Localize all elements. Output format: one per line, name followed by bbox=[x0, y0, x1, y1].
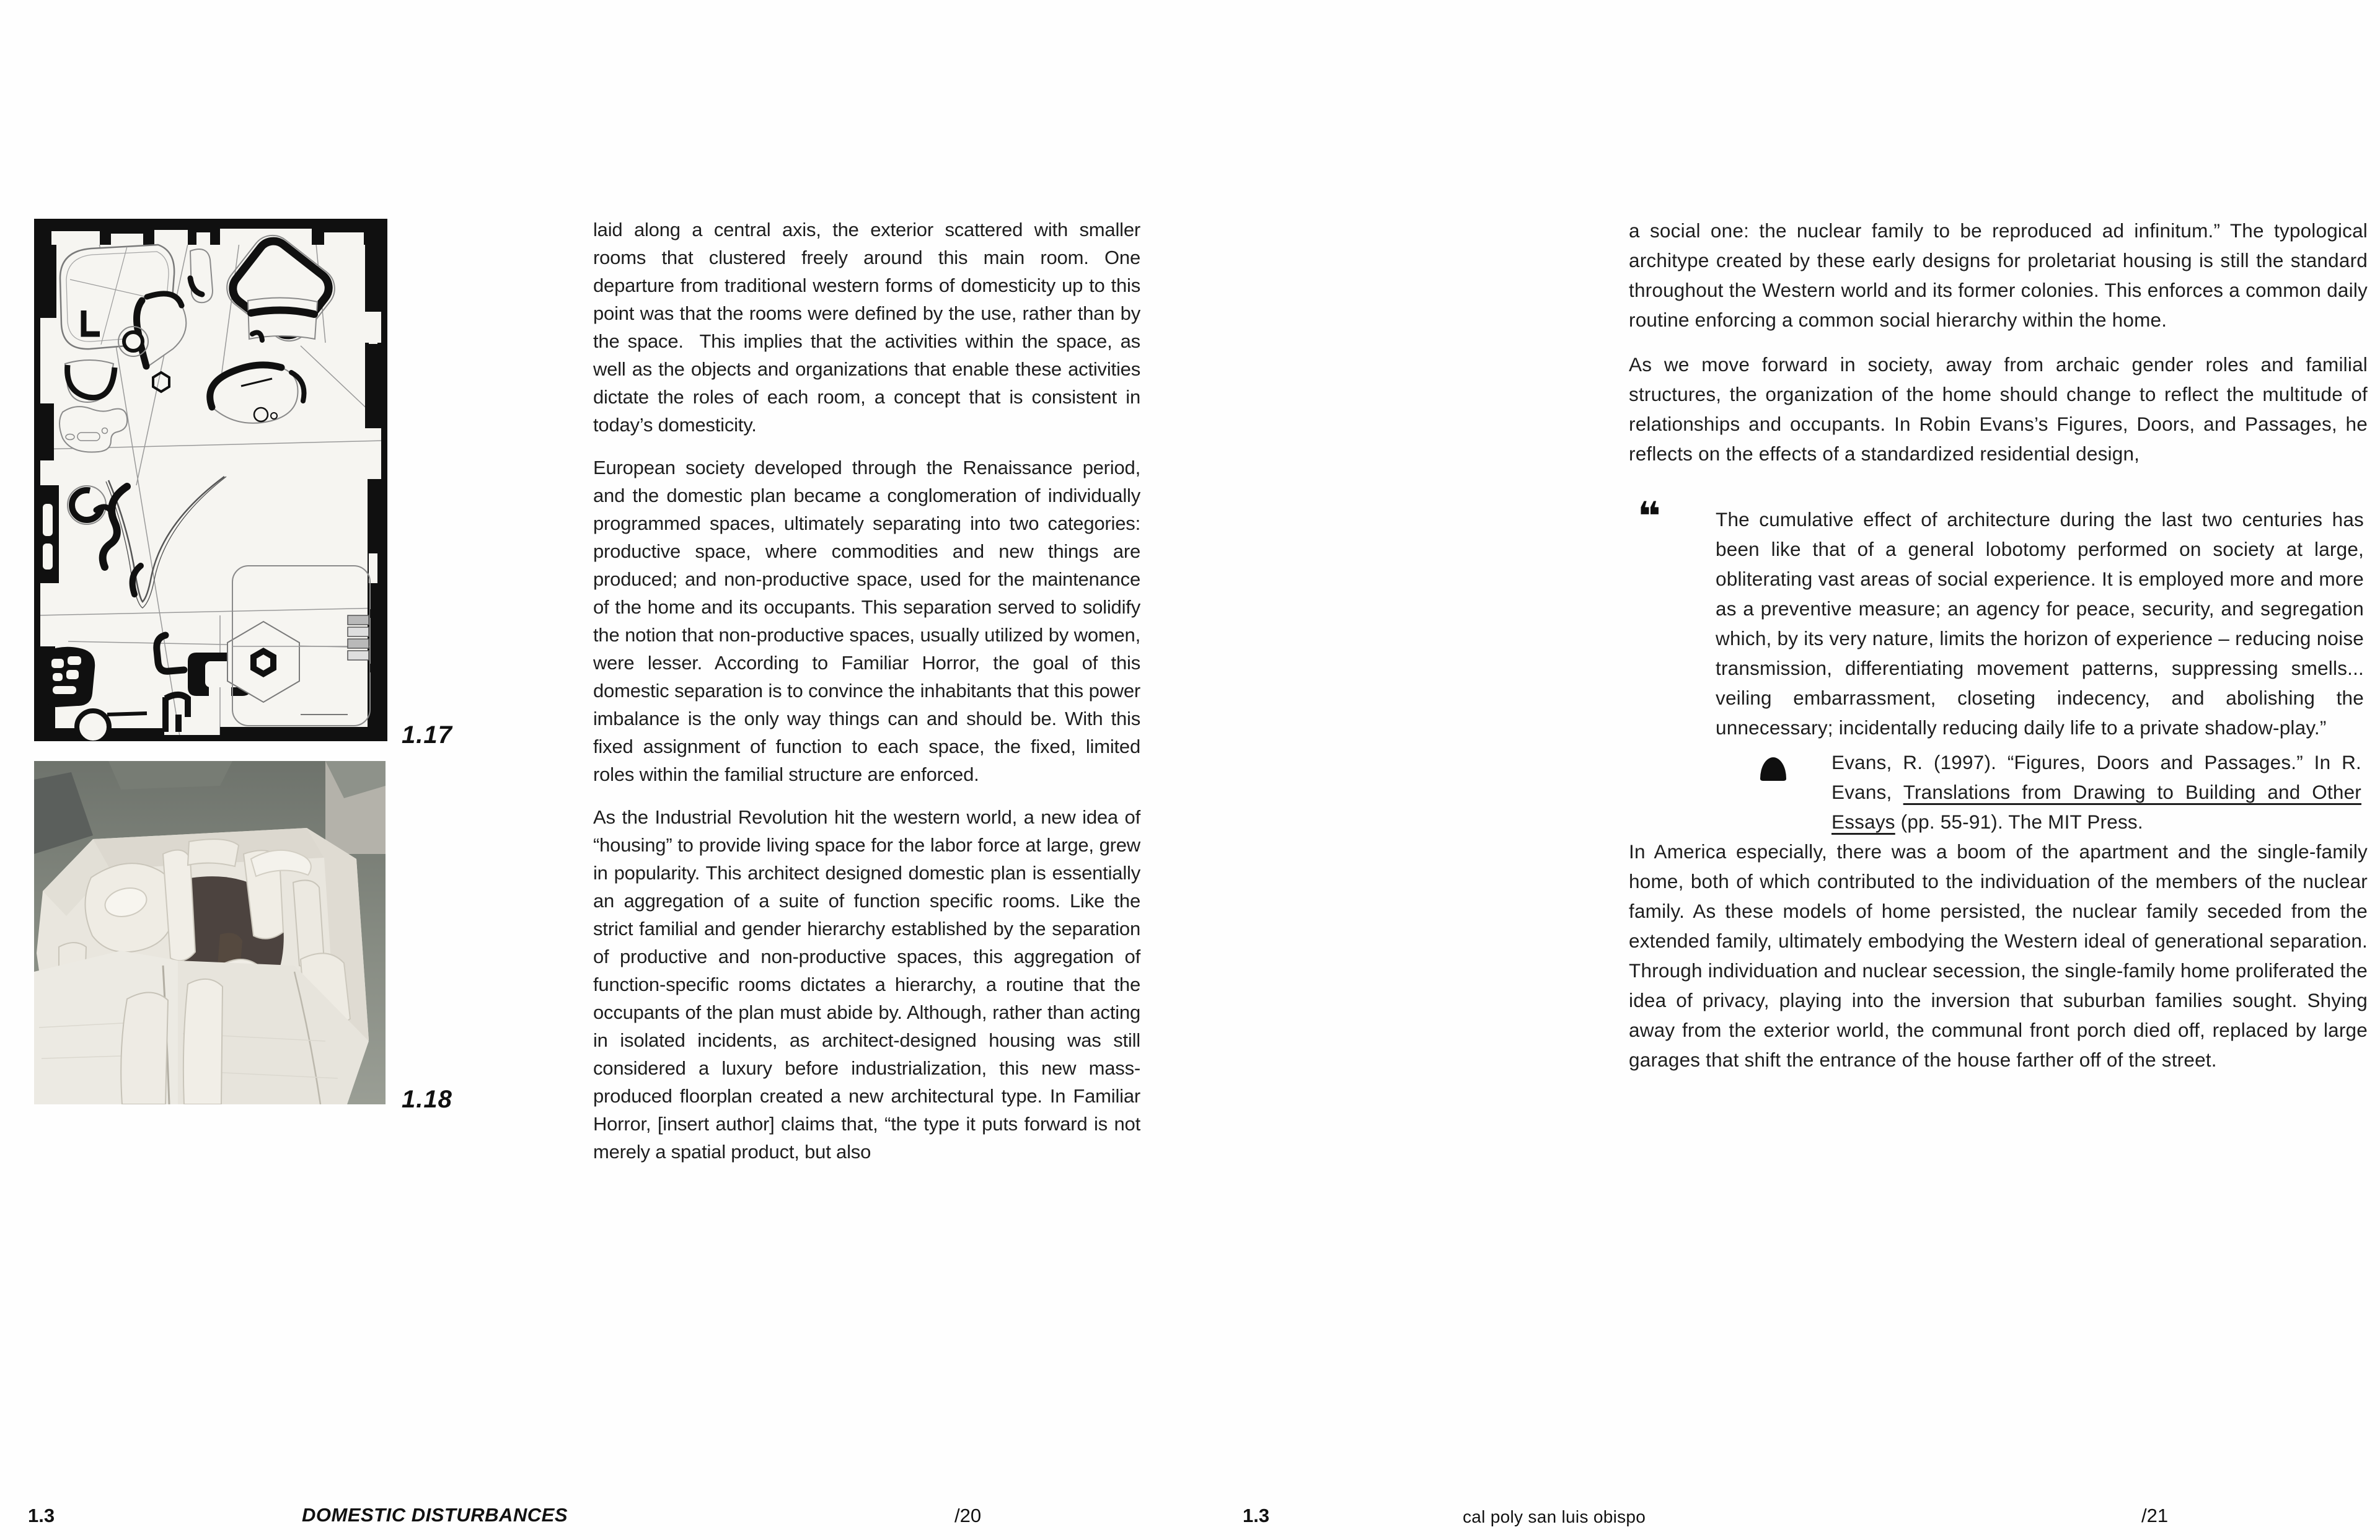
blockquote bbox=[1629, 494, 2368, 742]
footer-institution: cal poly san luis obispo bbox=[1463, 1507, 1646, 1526]
citation-pre: Evans, R. (1997). “Figures, Doors and Passages.” In R. Evans, bbox=[1831, 751, 2361, 803]
open-quote-icon: ❝ bbox=[1637, 494, 1661, 540]
body-paragraph: As we move forward in society, away from archaic gender roles and familial structures, the organization of the home should change to reflect the multitude of relationships and occupants. In Robin Evans’s Figures, Doors, and Passages, he reflects on the effects of a standardized residential design, bbox=[1629, 353, 2368, 465]
floor-plan-figure bbox=[34, 219, 387, 741]
figure-label-1-18: 1.18 bbox=[402, 1086, 452, 1113]
floor-plan-drawing bbox=[34, 219, 387, 741]
footer-section-number-left: 1.3 bbox=[28, 1505, 55, 1526]
body-paragraph: laid along a central axis, the exterior scattered with smaller rooms that clustered freely around this main room. One departure from traditional western forms of domesticity up to this point was that the rooms were defined by the use, rather than by the space. This implies that the activities within the space, as well as the objects and organizations that enable these activities dictate the roles of each room, a concept that is consistent in today’s domesticity. bbox=[593, 219, 1140, 436]
dome-bullet-icon bbox=[1760, 757, 1786, 781]
citation-text bbox=[1831, 747, 2361, 837]
figure-label-1-17: 1.17 bbox=[402, 721, 452, 749]
model-photo-figure bbox=[34, 761, 386, 1104]
left-text-column bbox=[593, 216, 1140, 1166]
right-text-column bbox=[1629, 216, 2368, 1075]
body-paragraph: European society developed through the Renaissance period, and the domestic plan became a conglomeration of individually programmed spaces, ultimately separating into two categories: productive space, where commodities and new things are produced; and non-productive space, used for the maintenance of the home and its occupants. This separation served to solidify the notion that non-productive spaces, usually utilized by women, were lesser. According to Familiar Horror, the goal of this domestic separation is to convince the inhabitants that this power imbalance is the only way things can and should be. With this fixed assignment of function to each space, the fixed, limited roles within the familial structure are enforced. bbox=[593, 457, 1140, 785]
citation-post: (pp. 55-91). The MIT Press. bbox=[1895, 811, 2143, 833]
blockquote-text: The cumulative effect of architecture during the last two centuries has been like that of a general lobotomy performed on society at large, obliterating vast areas of social experience. It is employed more and more as a preventive measure; an agency for peace, security, and segregation which, by its very nature, limits the horizon of experience – reducing noise transmission, differentiating movement patterns, suppressing smells... veiling embarrassment, closeting indecency, and abolishing the unnecessary; incidentally reducing daily life to a private shadow-play.” bbox=[1716, 508, 2364, 739]
citation-block bbox=[1629, 747, 2368, 837]
body-paragraph: a social one: the nuclear family to be reproduced ad infinitum.” The typological architype created by these early designs for proletariat housing is still the standard throughout the Western world and its former colonies. This enforces a common daily routine enforcing a common social hierarchy within the home. bbox=[1629, 219, 2368, 331]
citation-book-title: Translations from Drawing to Building and Other Essays bbox=[1831, 781, 2361, 833]
footer-page-number-left: /20 bbox=[954, 1505, 982, 1526]
footer-document-title: DOMESTIC DISTURBANCES bbox=[302, 1504, 568, 1526]
footer-page-number-right: /21 bbox=[2141, 1505, 2169, 1526]
body-paragraph: In America especially, there was a boom of the apartment and the single-family home, both of which contributed to the individuation of the members of the nuclear family. As these models of home persisted, the nuclear family seceded from the extended family, ultimately embodying the Western ideal of generational separation. Through individuation and nuclear secession, the single-family home proliferated the idea of privacy, playing into the inversion that suburban families sought. Shying away from the exterior world, the communal front porch died off, replaced by large garages that shift the entrance of the house farther off of the street. bbox=[1629, 840, 2368, 1071]
model-photo bbox=[34, 761, 386, 1104]
body-paragraph: As the Industrial Revolution hit the western world, a new idea of “housing” to provide living space for the labor force at large, grew in popularity. This architect designed domestic plan is essentially an aggregation of a suite of function specific rooms. Like the strict familial and gender hierarchy established by the separation of productive and non-productive spaces, this aggregation of function-specific rooms dictates a hierarchy, a routine that the occupants of the plan must abide by. Although, rather than acting in isolated incidents, as architect-designed housing was still considered a luxury before industrialization, this new mass-produced floorplan created a new architectural type. In Familiar Horror, [insert author] claims that, “the type it puts forward is not merely a spatial product, but also bbox=[593, 806, 1140, 1163]
footer-section-number-right: 1.3 bbox=[1243, 1505, 1270, 1526]
